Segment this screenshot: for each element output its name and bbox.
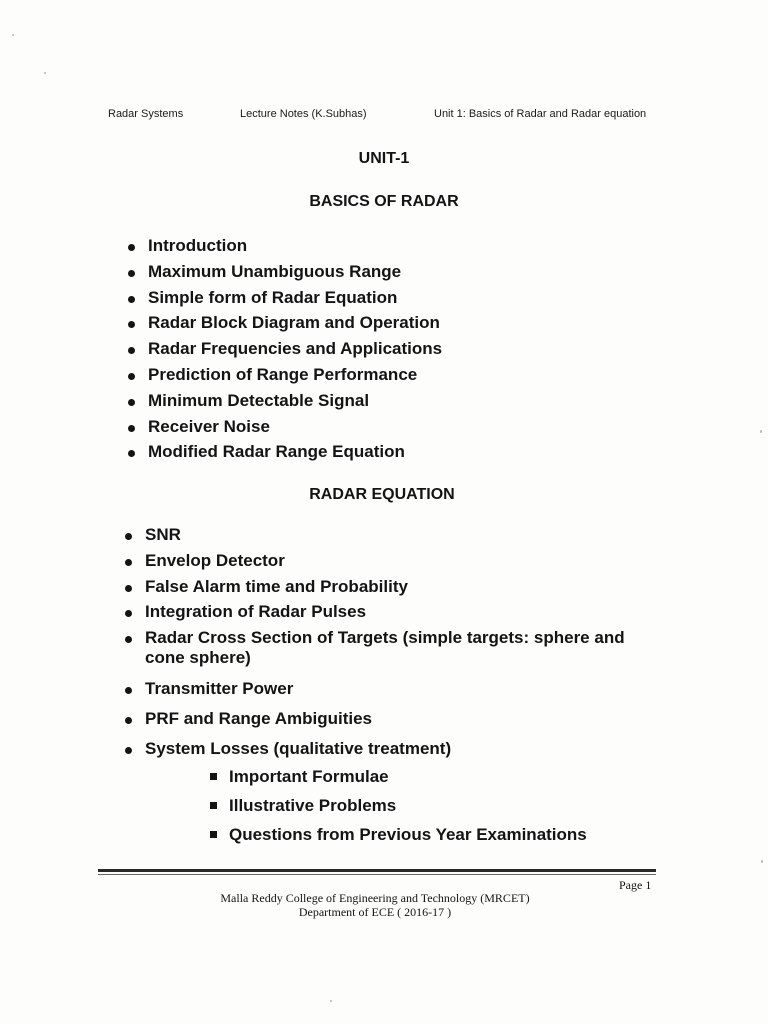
list-item <box>145 679 635 709</box>
bullet-icon <box>125 717 132 724</box>
list-item <box>145 551 635 577</box>
list-item-label: Minimum Detectable Signal <box>148 390 370 410</box>
list-item <box>148 365 442 391</box>
list-item-label: Maximum Unambiguous Range <box>148 261 402 281</box>
list-item-label: Radar Frequencies and Applications <box>148 339 443 359</box>
bullet-icon <box>128 425 135 432</box>
list-item <box>148 236 442 262</box>
header-notes: Lecture Notes (K.Subhas) <box>240 108 367 120</box>
list-item-label: SNR <box>145 525 181 544</box>
list-item-label: Radar Cross Section of Targets (simple targets: sphere and cone sphere) <box>145 628 625 668</box>
scan-speck <box>12 34 14 36</box>
list-item <box>145 628 635 679</box>
list-item <box>148 288 442 314</box>
list-item-label: Illustrative Problems <box>229 796 397 815</box>
list-item <box>145 709 635 739</box>
list-item-label: False Alarm time and Probability <box>145 576 408 596</box>
scan-speck <box>761 860 763 863</box>
list-item <box>148 417 442 443</box>
square-bullet-icon <box>210 831 217 838</box>
list-item-label: PRF and Range Ambiguities <box>145 709 373 729</box>
list-item-label: Introduction <box>148 236 248 255</box>
scan-speck <box>330 1000 332 1002</box>
list-item <box>229 796 587 825</box>
footer-college: Malla Reddy College of Engineering and Technology (MRCET) <box>220 891 530 905</box>
bullet-icon <box>128 270 135 277</box>
bullet-icon <box>125 610 132 617</box>
list-item <box>148 262 442 288</box>
header-course: Radar Systems <box>108 108 184 120</box>
square-bullet-icon <box>210 773 217 780</box>
bullet-icon <box>128 399 135 406</box>
bullet-icon <box>128 321 135 328</box>
page-number: Page 1 <box>619 878 652 892</box>
list-item-label: Radar Block Diagram and Operation <box>148 313 440 333</box>
list-item <box>148 339 442 365</box>
bullet-icon <box>125 747 132 754</box>
bullet-icon <box>125 687 132 694</box>
bullet-icon <box>128 347 135 354</box>
bullet-icon <box>125 533 132 540</box>
list-item <box>145 602 635 628</box>
list-item <box>229 767 587 796</box>
list-item <box>145 577 635 603</box>
list-item <box>229 825 587 854</box>
radar-equation-topic-list <box>145 525 635 765</box>
bullet-icon <box>125 585 132 592</box>
list-item-label: Modified Radar Range Equation <box>148 442 405 462</box>
section-heading-basics: BASICS OF RADAR <box>309 193 459 210</box>
list-item-label: Receiver Noise <box>148 416 270 436</box>
scan-speck <box>760 430 762 433</box>
list-item-label: Simple form of Radar Equation <box>148 287 398 307</box>
bullet-icon <box>128 244 135 251</box>
bullet-icon <box>128 373 135 380</box>
bullet-icon <box>128 450 135 457</box>
list-item-label: Important Formulae <box>229 767 389 786</box>
bullet-icon <box>125 636 132 643</box>
header-unit: Unit 1: Basics of Radar and Radar equation <box>434 108 647 120</box>
list-item <box>148 313 442 339</box>
square-bullet-icon <box>210 802 217 809</box>
scan-speck <box>44 72 46 74</box>
extras-sublist <box>229 767 587 854</box>
footer-divider-thin <box>98 874 656 875</box>
footer-department: Department of ECE ( 2016-17 ) <box>298 905 452 919</box>
list-item-label: Integration of Radar Pulses <box>145 602 367 622</box>
basics-topic-list <box>148 236 442 468</box>
list-item <box>148 442 442 468</box>
list-item-label: Questions from Previous Year Examinations <box>229 825 587 844</box>
list-item <box>148 391 442 417</box>
list-item-label: Envelop Detector <box>145 550 285 570</box>
list-item-label: Transmitter Power <box>145 679 294 699</box>
list-item-label: System Losses (qualitative treatment) <box>145 739 452 759</box>
bullet-icon <box>128 296 135 303</box>
section-heading-radar-equation: RADAR EQUATION <box>309 486 455 503</box>
list-item <box>145 739 635 765</box>
list-item <box>145 525 635 551</box>
unit-title: UNIT-1 <box>358 150 410 167</box>
bullet-icon <box>125 559 132 566</box>
list-item-label: Prediction of Range Performance <box>148 364 418 384</box>
footer-divider <box>98 869 656 872</box>
